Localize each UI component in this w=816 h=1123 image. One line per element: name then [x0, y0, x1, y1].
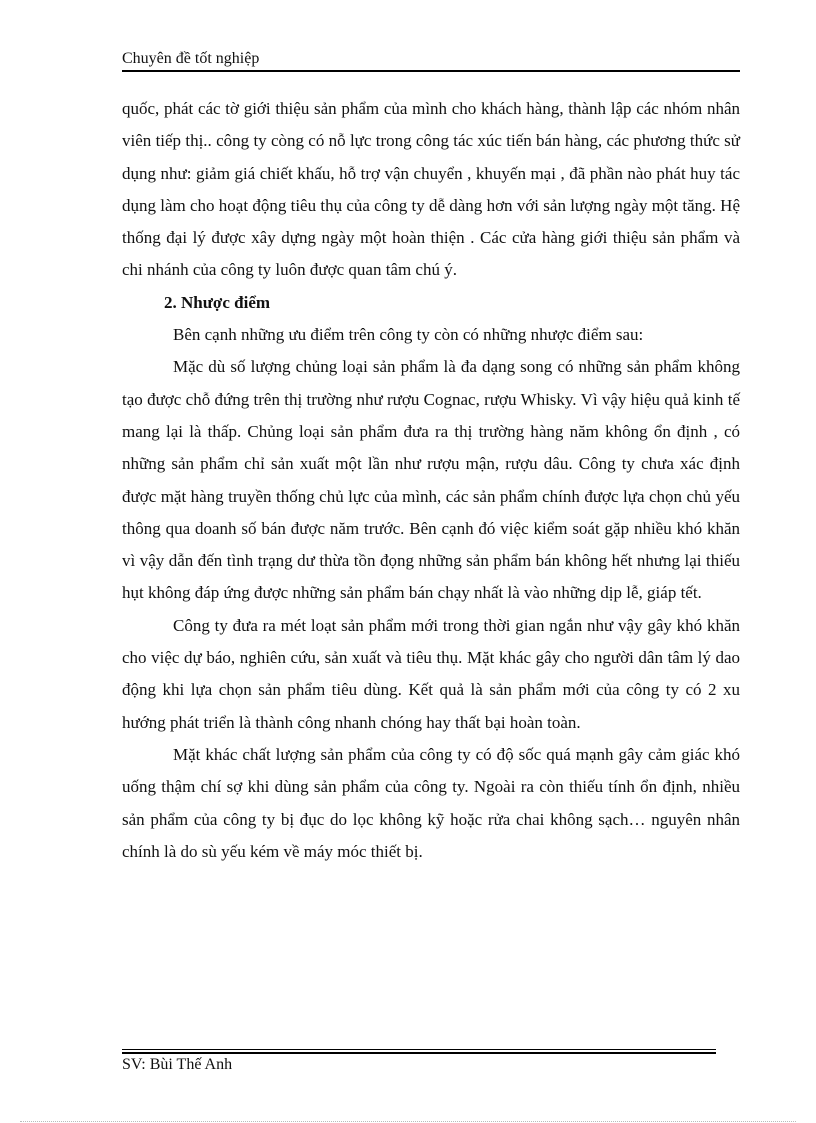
paragraph-5: Mặt khác chất lượng sản phẩm của công ty có độ sốc quá mạnh gây cảm giác khó uống thậm chí sợ khi dùng sản phẩm của công ty. Ngoài ra còn thiếu tính ổn định, nhiều sản phẩm của công ty bị đục do lọc không kỹ hoặc rửa chai không sạch… nguyên nhân chính là do sù yếu kém về máy móc thiết bị.	[122, 744, 740, 861]
paragraph-4: Công ty đưa ra mét loạt sản phẩm mới trong thời gian ngắn như vậy gây khó khăn cho việc dự báo, nghiên cứu, sản xuất và tiêu thụ. Mặt khác gây cho người dân tâm lý dao động khi lựa chọn sản phẩm tiêu dùng. Kết quả là sản phẩm mới của công ty có 2 xu hướng phát triển là thành công nhanh chóng hay thất bại hoàn toàn.	[122, 615, 740, 732]
paragraph-3: Mặc dù số lượng chủng loại sản phẩm là đa dạng song có những sản phẩm không tạo được chỗ đứng trên thị trường như rượu Cognac, rượu Whisky. Vì vậy hiệu quả kinh tế mang lại là thấp. Chủng loại sản phẩm đưa ra thị trường hàng năm không ổn định , có những sản phẩm chỉ sản xuất một lần như rượu mận, rượu dâu. Công ty chưa xác định được mặt hàng truyền thống chủ lực của mình, các sản phẩm chính được lựa chọn chủ yếu thông qua doanh số bán được năm trước. Bên cạnh đó việc kiểm soát gặp nhiều khó khăn vì vậy dẫn đến tình trạng dư thừa tồn đọng những sản phẩm bán không hết nhưng lại thiếu hụt không đáp ứng được những sản phẩm bán chạy nhất là vào những dịp lễ, giáp tết.	[122, 357, 740, 603]
footer-rule	[122, 1049, 716, 1050]
section-heading: 2. Nhược điểm	[164, 292, 271, 312]
page-header: Chuyên đề tốt nghiệp	[122, 50, 260, 67]
page-edge-divider	[20, 1121, 796, 1122]
paragraph-1: quốc, phát các tờ giới thiệu sản phẩm của mình cho khách hàng, thành lập các nhóm nhân viên tiếp thị.. công ty còng có nỗ lực trong công tác xúc tiến bán hàng, các phương thức sử dụng như: giảm giá chiết khấu, hỗ trợ vận chuyển , khuyến mại , đã phần nào phát huy tác dụng làm cho hoạt động tiêu thụ của công ty dễ dàng hơn với sản lượng ngày một tăng. Hệ thống đại lý được xây dựng ngày một hoàn thiện . Các cửa hàng giới thiệu sản phẩm và chi nhánh của công ty luôn được quan tâm chú ý.	[122, 99, 740, 280]
document-body	[122, 93, 740, 868]
paragraph-2: Bên cạnh những ưu điểm trên công ty còn có những nhược điểm sau:	[173, 325, 644, 345]
page-footer: SV: Bùi Thế Anh	[122, 1056, 233, 1073]
header-rule	[122, 70, 740, 72]
